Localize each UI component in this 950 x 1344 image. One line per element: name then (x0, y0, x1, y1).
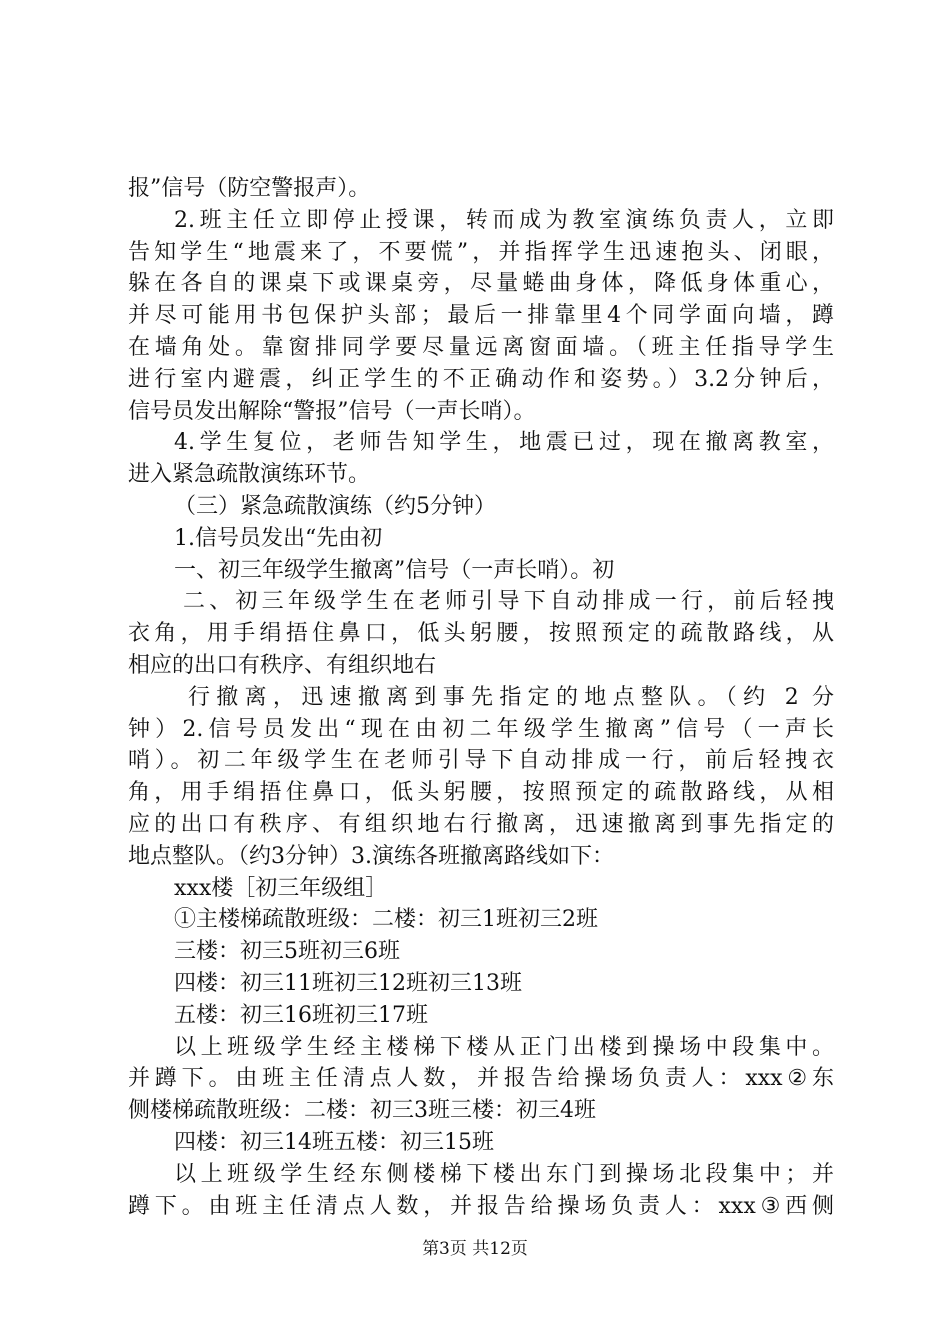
text-line: 2.班主任立即停止授课，转而成为教室演练负责人，立即 (174, 207, 834, 233)
text-line: 相应的出口有秩序、有组织地右 (128, 652, 437, 678)
text-line: 并尽可能用书包保护头部；最后一排靠里4个同学面向墙，蹲 (128, 303, 834, 329)
text-line: 行撤离，迅速撤离到事先指定的地点整队。（约 2 分 (188, 684, 834, 710)
text-line: 4.学生复位，老师告知学生，地震已过，现在撤离教室， (174, 430, 834, 456)
text-line: 告知学生“地震来了，不要慌”，并指挥学生迅速抱头、闭眼， (128, 239, 834, 265)
text-line: 以上班级学生经东侧楼梯下楼出东门到操场北段集中；并 (174, 1161, 834, 1187)
text-line: xxx楼［初三年级组］ (174, 875, 388, 901)
page-footer: 第3页 共12页 (422, 1239, 528, 1259)
text-line: 进行室内避震，纠正学生的不正确动作和姿势。）3.2分钟后， (128, 366, 834, 392)
text-line: 并蹲下。由班主任清点人数，并报告给操场负责人：xxx②东 (128, 1066, 834, 1092)
text-line: 四楼：初三11班初三12班初三13班 (174, 970, 522, 996)
text-line: 侧楼梯疏散班级：二楼：初三3班三楼：初三4班 (128, 1098, 596, 1124)
text-line: 二、初三年级学生在老师引导下自动排成一行，前后轻拽 (183, 589, 834, 615)
text-line: 进入紧急疏散演练环节。 (128, 462, 371, 488)
text-line: 哨）。初二年级学生在老师引导下自动排成一行，前后轻拽衣 (128, 748, 834, 774)
text-line: ①主楼梯疏散班级：二楼：初三1班初三2班 (174, 907, 598, 933)
text-line: 衣角，用手绢捂住鼻口，低头躬腰，按照预定的疏散路线，从 (128, 621, 834, 647)
text-line: 角，用手绢捂住鼻口，低头躬腰，按照预定的疏散路线，从相 (128, 780, 834, 806)
text-line: 三楼：初三5班初三6班 (174, 939, 400, 965)
text-line: 钟）2.信号员发出“现在由初二年级学生撤离”信号（一声长 (128, 716, 834, 742)
text-line: 1.信号员发出“先由初 (174, 525, 383, 551)
text-line: 四楼：初三14班五楼：初三15班 (174, 1129, 494, 1155)
text-line: 地点整队。（约3分钟）3.演练各班撤离路线如下： (128, 843, 614, 869)
text-line: 一、初三年级学生撤离”信号（一声长哨）。初 (174, 557, 615, 583)
text-line: 躲在各自的课桌下或课桌旁，尽量蜷曲身体，降低身体重心， (128, 271, 834, 297)
text-line: 应的出口有秩序、有组织地右行撤离，迅速撤离到事先指定的 (128, 811, 834, 837)
document-body (128, 173, 834, 1222)
text-line: 以上班级学生经主楼梯下楼从正门出楼到操场中段集中。 (174, 1034, 834, 1060)
text-line: 在墙角处。靠窗排同学要尽量远离窗面墙。（班主任指导学生 (128, 334, 834, 360)
text-line: 报”信号（防空警报声）。 (128, 176, 371, 201)
text-line: 蹲下。由班主任清点人数，并报告给操场负责人：xxx③西侧 (128, 1193, 834, 1219)
text-line: 五楼：初三16班初三17班 (174, 1002, 428, 1028)
text-line: 信号员发出解除“警报”信号（一声长哨）。 (128, 398, 536, 424)
text-line: （三）紧急疏散演练（约5分钟） (174, 493, 496, 519)
